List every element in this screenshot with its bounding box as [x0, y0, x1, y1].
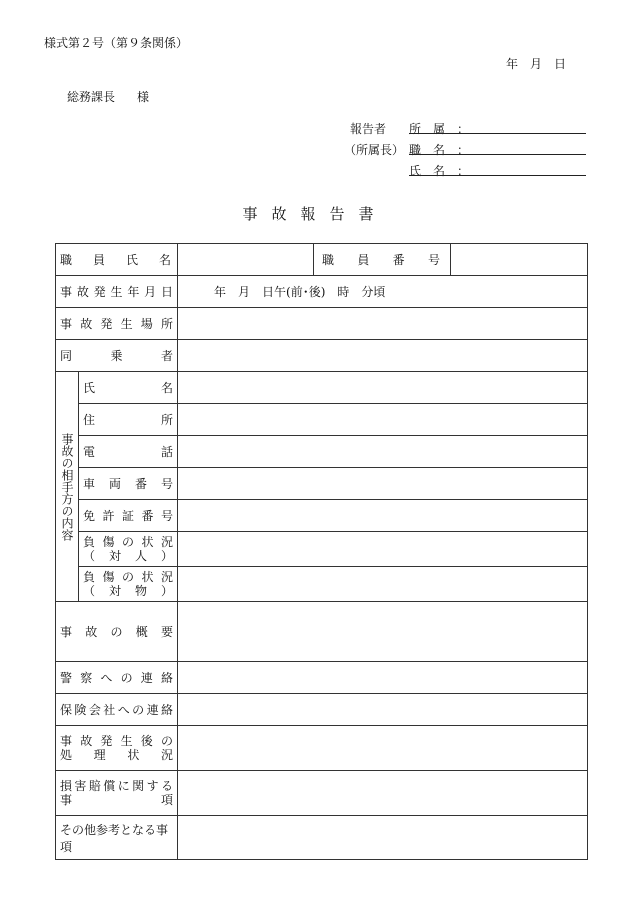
other-party-vehicle-cell[interactable] [178, 468, 588, 500]
accident-place-label: 事故発生場所 [56, 308, 178, 340]
handling-label [56, 726, 178, 771]
staff-number-cell[interactable] [451, 244, 588, 276]
addressee-name: 総務課長 [67, 90, 116, 104]
other-party-address-label: 住所 [79, 404, 178, 436]
other-party-name-label: 氏名 [79, 372, 178, 404]
table-row [56, 244, 588, 276]
police-label: 警察への連絡 [56, 662, 178, 694]
summary-label: 事故の概要 [56, 602, 178, 662]
reporter-position-label: 職 名 ： [409, 143, 470, 157]
table-row [56, 694, 588, 726]
other-party-license-label: 免許証番号 [79, 500, 178, 532]
injury-property-label-main: 負傷の状況 [83, 570, 174, 584]
reporter-position-line[interactable] [409, 154, 586, 155]
table-row [56, 340, 588, 372]
other-party-phone-label: 電話 [79, 436, 178, 468]
handling-label-line1: 事故発生後の [60, 734, 174, 748]
addressee [67, 88, 149, 105]
document-title: 事故報告書 [242, 205, 388, 223]
injury-property-label [79, 567, 178, 602]
passenger-label: 同乗者 [56, 340, 178, 372]
accident-date-label: 事故発生年月日 [56, 276, 178, 308]
accident-date-cell[interactable]: 年 月 日午(前･後) 時 分頃 [178, 276, 588, 308]
addressee-honorific: 様 [137, 90, 150, 104]
table-row [56, 436, 588, 468]
report-table [55, 243, 588, 860]
table-row [56, 662, 588, 694]
damages-label-line1: 損害賠償に関する [60, 779, 174, 793]
damages-label-line2: 事項 [60, 793, 174, 807]
staff-name-label: 職員氏名 [56, 244, 178, 276]
injury-property-label-sub: （対物） [83, 584, 174, 598]
table-row [56, 602, 588, 662]
table-row [56, 816, 588, 860]
table-row [56, 276, 588, 308]
summary-cell[interactable] [178, 602, 588, 662]
table-row [56, 771, 588, 816]
damages-label [56, 771, 178, 816]
reporter-label-sub: （所属長） [344, 143, 405, 157]
other-party-license-cell[interactable] [178, 500, 588, 532]
reporter-name-label: 氏 名 ： [409, 164, 470, 178]
table-row [56, 532, 588, 567]
table-row [56, 308, 588, 340]
handling-cell[interactable] [178, 726, 588, 771]
damages-cell[interactable] [178, 771, 588, 816]
injury-property-cell[interactable] [178, 567, 588, 602]
other-party-group-label: 事故の相手方の内容 [56, 372, 79, 602]
reporter-affiliation-line[interactable] [409, 133, 586, 134]
injury-person-label-sub: （対人） [83, 549, 174, 563]
table-row [56, 404, 588, 436]
insurance-label: 保険会社への連絡 [56, 694, 178, 726]
passenger-cell[interactable] [178, 340, 588, 372]
other-notes-label: その他参考となる事項 [56, 816, 178, 860]
insurance-cell[interactable] [178, 694, 588, 726]
table-row [56, 726, 588, 771]
other-party-address-cell[interactable] [178, 404, 588, 436]
other-party-vehicle-label: 車両番号 [79, 468, 178, 500]
reporter-name-line[interactable] [409, 175, 586, 176]
table-row [56, 500, 588, 532]
staff-number-label: 職員番号 [314, 244, 451, 276]
injury-person-label [79, 532, 178, 567]
table-row [56, 372, 588, 404]
form-number: 様式第２号（第９条関係） [44, 36, 189, 50]
other-notes-cell[interactable] [178, 816, 588, 860]
injury-person-label-main: 負傷の状況 [83, 535, 174, 549]
accident-place-cell[interactable] [178, 308, 588, 340]
table-row [56, 567, 588, 602]
other-party-name-cell[interactable] [178, 372, 588, 404]
staff-name-cell[interactable] [178, 244, 314, 276]
table-row [56, 468, 588, 500]
report-date: 年 月 日 [506, 57, 567, 71]
injury-person-cell[interactable] [178, 532, 588, 567]
reporter-label: 報告者 [350, 122, 387, 136]
other-party-phone-cell[interactable] [178, 436, 588, 468]
handling-label-line2: 処理状況 [60, 748, 174, 762]
police-cell[interactable] [178, 662, 588, 694]
reporter-affiliation-label: 所 属 ： [409, 122, 470, 136]
